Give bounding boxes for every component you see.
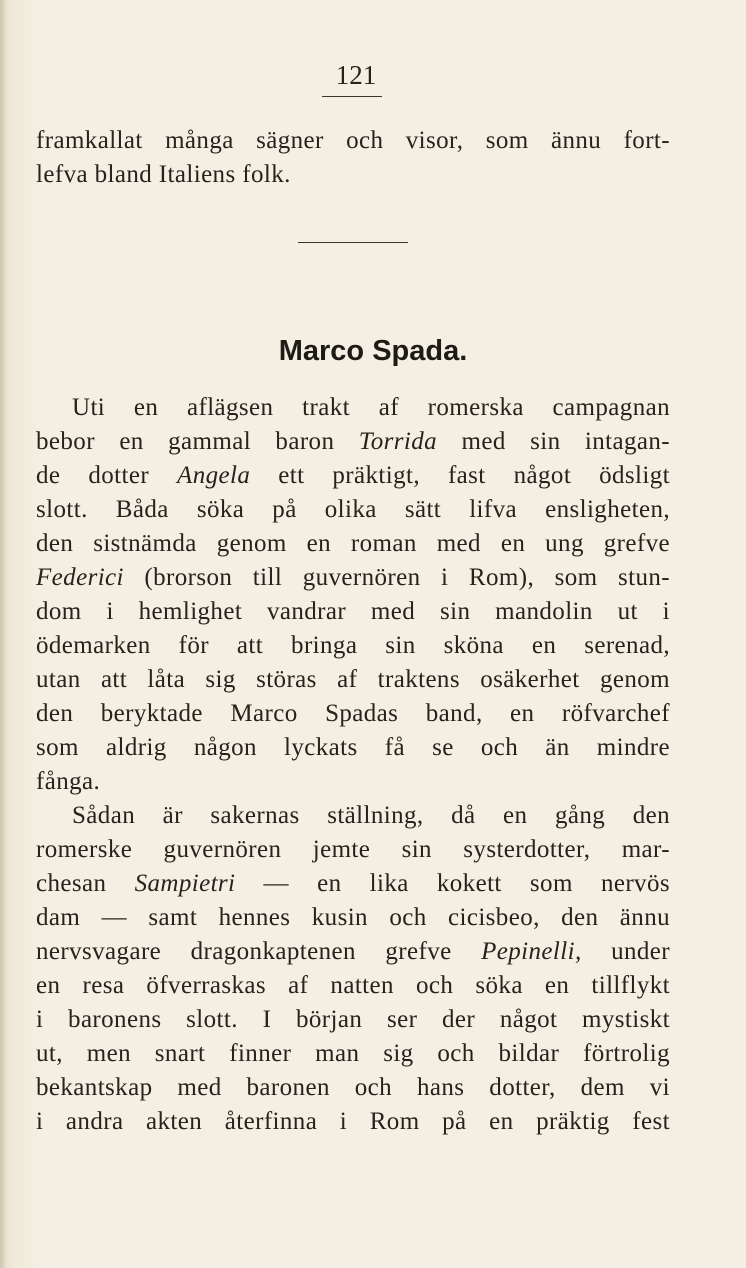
text-line: fånga. (36, 768, 101, 795)
text-line: dom i hemlighet vandrar med sin mandolin ut i (36, 598, 670, 625)
paragraph-2 (36, 799, 670, 1139)
text-line: bekantskap med baronen och hans dotter, dem vi (36, 1074, 670, 1101)
page-number-rule (322, 96, 382, 97)
character-name: Torrida (358, 428, 438, 455)
text-line: Federici (brorson till guvernören i Rom), som stun- (36, 564, 670, 591)
text-line: ödemarken för att bringa sin sköna en serenad, (36, 632, 670, 659)
text-line: nervsvagare dragonkaptenen grefve Pepinelli, under (36, 938, 670, 965)
character-name: Pepinelli, (481, 938, 582, 965)
text-line: de dotter Angela ett präktigt, fast något ödsligt (36, 462, 670, 489)
text-line: romerske guvernören jemte sin systerdotter, mar- (36, 836, 670, 863)
text-line: utan att låta sig störas af traktens osäkerhet genom (36, 666, 670, 693)
character-name: Angela (177, 462, 251, 489)
text-line: bebor en gammal baron Torrida med sin intagan- (36, 428, 670, 455)
text-line: ut, men snart finner man sig och bildar förtrolig (36, 1040, 670, 1067)
text-line: den beryktade Marco Spadas band, en röfvarchef (36, 700, 670, 727)
section-heading: Marco Spada. (278, 335, 468, 367)
text-line: dam — samt hennes kusin och cicisbeo, den ännu (36, 904, 670, 931)
section-divider (298, 242, 408, 243)
text-line: Uti en aflägsen trakt af romerska campagnan (72, 394, 670, 421)
text-line: slott. Båda söka på olika sätt lifva ensligheten, (36, 496, 670, 523)
text-line: lefva bland Italiens folk. (36, 161, 291, 188)
paragraph-1 (36, 391, 670, 799)
text-line: framkallat många sägner och visor, som ännu fort- (36, 127, 670, 154)
text-line: en resa öfverraskas af natten och söka en tillflykt (36, 972, 670, 999)
binding-edge (0, 0, 6, 1268)
text-line: chesan Sampietri — en lika kokett som nervös (36, 870, 670, 897)
character-name: Federici (36, 564, 124, 591)
text-line: som aldrig någon lyckats få se och än mindre (36, 734, 670, 761)
text-line: i andra akten återfinna i Rom på en präktig fest (36, 1108, 670, 1135)
text-line: den sistnämda genom en roman med en ung grefve (36, 530, 670, 557)
intro-paragraph (36, 124, 670, 192)
text-line: i baronens slott. I början ser der något mystiskt (36, 1006, 670, 1033)
text-line: Sådan är sakernas ställning, då en gång den (72, 802, 670, 829)
character-name: Sampietri (134, 870, 236, 897)
page-number: 121 (335, 60, 377, 90)
section-body (36, 391, 670, 1139)
